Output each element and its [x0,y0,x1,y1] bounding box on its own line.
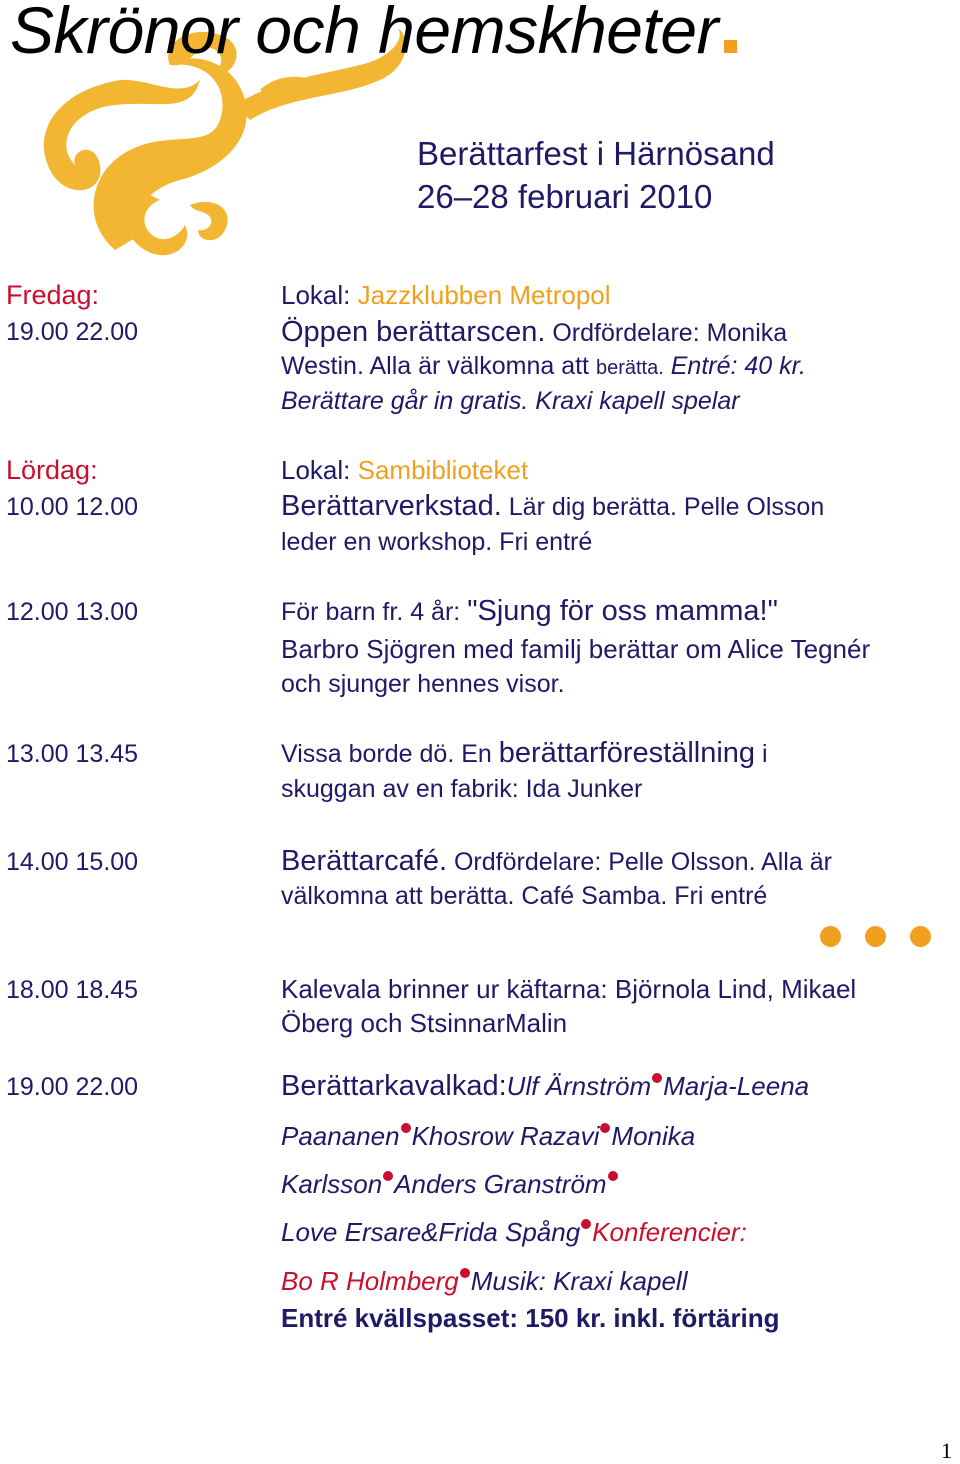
event-6-line-5: Bo R Holmberg Musik: Kraxi kapell [281,1266,688,1296]
venue-saturday: Lokal: Sambiblioteket [281,455,529,485]
time-slot-6: 19.00 22.00 [6,1073,139,1101]
dot-icon [910,926,931,947]
time-slot-2: 12.00 13.00 [6,598,139,626]
event-1-line-1: Berättarverkstad. Lär dig berätta. Pelle Olsson [281,490,825,522]
event-dates: 26–28 februari 2010 [417,178,713,215]
separator-dot-icon [608,1171,618,1181]
event-2-line-1: För barn fr. 4 år: "Sjung för oss mamma!" [281,595,778,627]
separator-dot-icon [600,1123,610,1133]
separator-dot-icon [460,1268,470,1278]
page-number: 1 [941,1438,952,1463]
separator-dot-icon [401,1123,411,1133]
day-saturday: Lördag: [6,455,98,485]
day-friday: Fredag: [6,280,100,310]
friday-line-1: Öppen berättarscen. Ordfördelare: Monika [281,316,788,348]
event-5-line-1: Kalevala brinner ur käftarna: Björnola Lind, Mikael [281,974,857,1004]
separator-dot-icon [383,1171,393,1181]
event-5-line-2: Öberg och StsinnarMalin [281,1008,568,1038]
friday-line-2: Westin. Alla är välkomna att berätta. Entré: 40 kr. [281,352,806,380]
dot-icon [820,926,841,947]
event-6-line-2: Paananen Khosrow Razavi Monika [281,1121,696,1151]
event-6-line-4: Love Ersare&Frida Spång Konferencier: [281,1217,747,1247]
time-slot-3: 13.00 13.45 [6,740,139,768]
separator-dot-icon [652,1073,662,1083]
title-square-icon [724,40,737,53]
time-slot-4: 14.00 15.00 [6,848,139,876]
friday-line-3: Berättare går in gratis. Kraxi kapell spelar [281,387,740,415]
time-slot-5: 18.00 18.45 [6,976,139,1004]
event-4-line-1: Berättarcafé. Ordfördelare: Pelle Olsson. Alla är [281,845,832,877]
event-6-line-3: Karlsson Anders Granström [281,1169,619,1200]
event-4-line-2: välkomna att berätta. Café Samba. Fri entré [281,882,768,910]
time-friday: 19.00 22.00 [6,318,139,346]
event-subtitle: Berättarfest i Härnösand [417,135,775,172]
dot-icon [865,926,886,947]
separator-dot-icon [581,1219,591,1229]
event-3-line-1: Vissa borde dö. En berättarföreställning i [281,737,768,769]
event-6-line-1: Berättarkavalkad:Ulf Ärnström Marja-Leena [281,1070,810,1102]
event-2-line-3: och sjunger hennes visor. [281,670,565,698]
event-3-line-2: skuggan av en fabrik: Ida Junker [281,775,643,803]
evening-entry-fee: Entré kvällspasset: 150 kr. inkl. förtäring [281,1303,780,1333]
event-1-line-2: leder en workshop. Fri entré [281,528,593,556]
time-slot-1: 10.00 12.00 [6,493,139,521]
poster-title: Skrönor och hemskheter [10,0,737,68]
venue-friday: Lokal: Jazzklubben Metropol [281,280,611,310]
event-2-line-2: Barbro Sjögren med familj berättar om Alice Tegnér [281,634,871,664]
